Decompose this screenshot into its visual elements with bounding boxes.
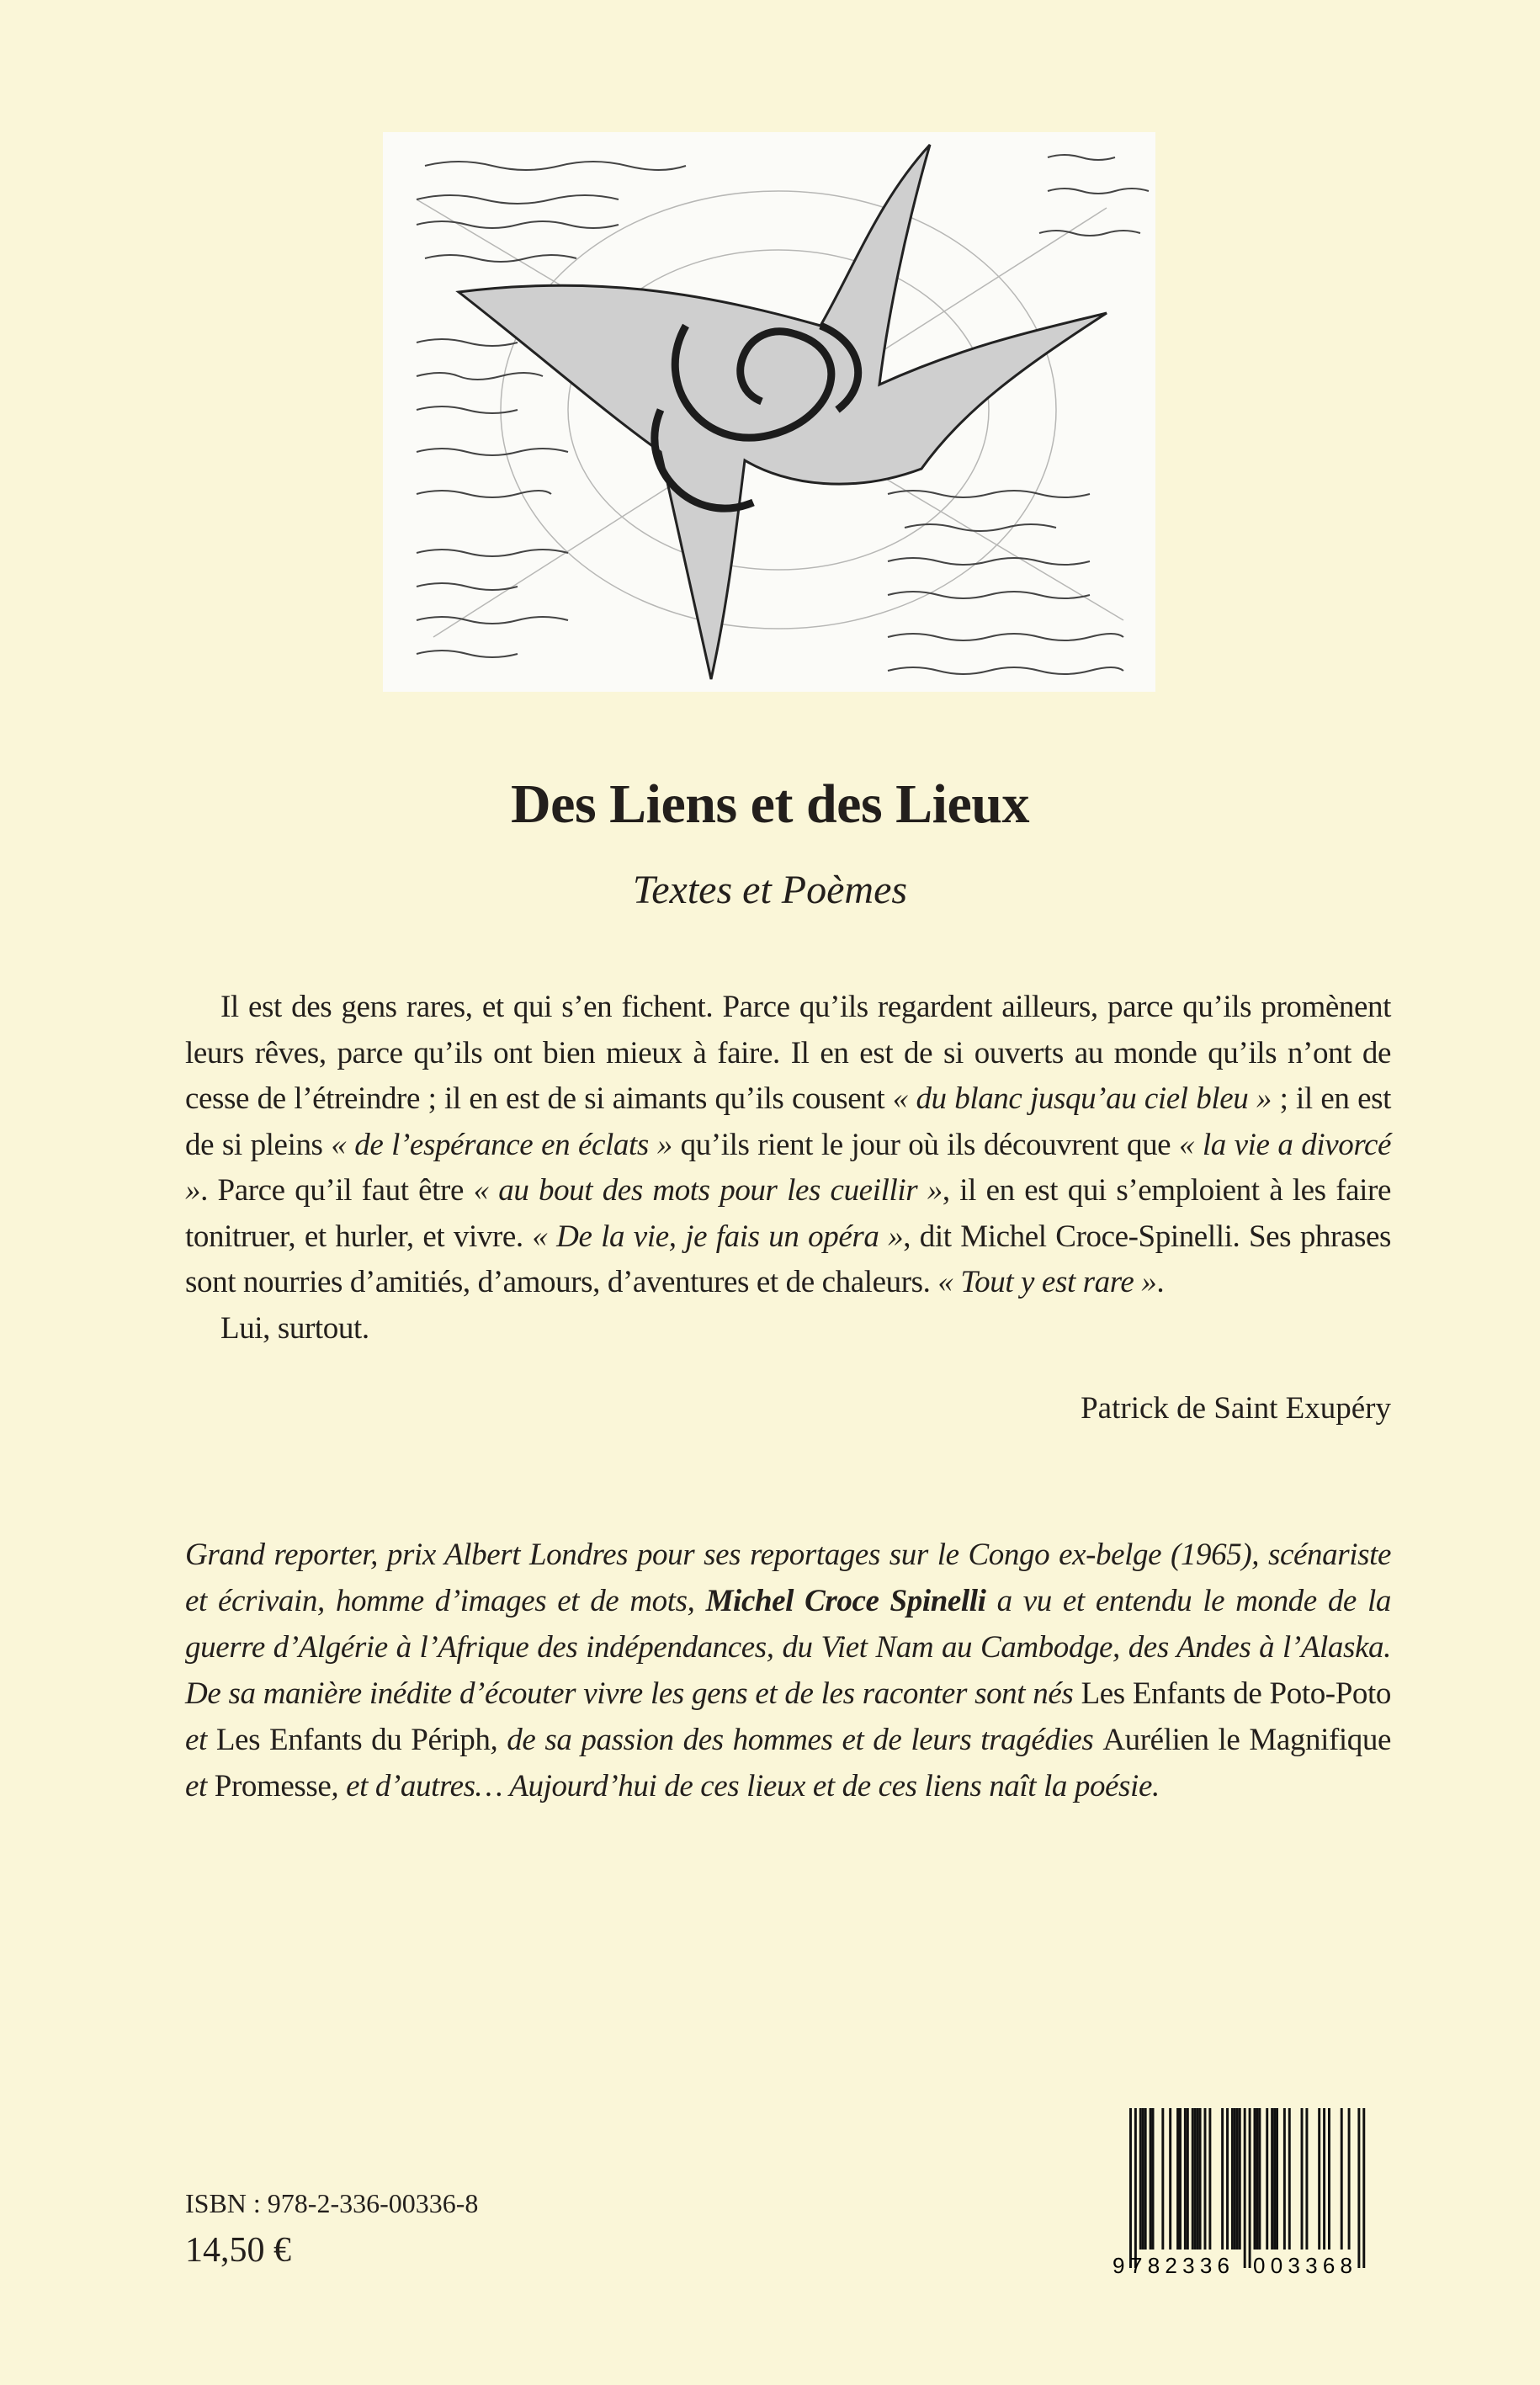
barcode-bar	[1176, 2108, 1179, 2250]
text-run: Aurélien le Magnifique	[1102, 1723, 1391, 1757]
text-run: , et d’autres… Aujourd’hui de ces lieux et de ces liens naît la poésie.	[331, 1769, 1160, 1803]
quote-signature: Patrick de Saint Exupéry	[1081, 1391, 1391, 1426]
text-run: et	[185, 1723, 216, 1757]
text-run: qu’ils rient le jour où ils découvrent que	[672, 1127, 1179, 1162]
barcode-bar	[1239, 2108, 1241, 2250]
text-run: , de sa passion des hommes et de leurs tragédies	[490, 1723, 1103, 1757]
cover-illustration-pencil-sketch	[383, 132, 1155, 692]
barcode-bar	[1194, 2108, 1197, 2250]
barcode-bar	[1273, 2108, 1276, 2250]
barcode-bar	[1226, 2108, 1229, 2250]
book-subtitle: Textes et Poèmes	[632, 868, 908, 912]
barcode-bar	[1256, 2108, 1258, 2250]
text-run: « au bout des mots pour les cueillir »	[473, 1173, 943, 1208]
text-run: Lui, surtout.	[220, 1310, 369, 1346]
barcode-bar	[1266, 2108, 1268, 2250]
barcode-bar	[1341, 2108, 1343, 2250]
text-run: Les Enfants du Périph	[215, 1723, 491, 1757]
text-run: « de l’espérance en éclats »	[331, 1127, 672, 1162]
barcode-bar	[1161, 2108, 1164, 2250]
barcode-bar	[1357, 2108, 1360, 2268]
quote-paragraph	[185, 1306, 1391, 1352]
text-run: . Parce qu’il faut être	[200, 1173, 474, 1208]
text-run: Les Enfants de Poto-Poto	[1081, 1676, 1391, 1711]
text-run: a vu et entendu le monde de la guerre d’Algérie à l’Afrique des indépendances, du Viet Nam au Cambodge, des Andes à l’Alaska. De sa manière inédite d’écouter vivre les gens et de les raconter sont nés	[185, 1584, 1391, 1711]
barcode-bar	[1318, 2108, 1320, 2250]
barcode-bar	[1187, 2108, 1189, 2250]
barcode-bar	[1271, 2108, 1273, 2250]
barcode-lead-digit: 9	[1113, 2253, 1125, 2276]
price: 14,50 €	[185, 2231, 291, 2270]
text-run: et	[185, 1769, 215, 1803]
text-run: , dit Michel Croce-Spinelli. Ses phrases sont nourries d’amitiés, d’amours, d’aventures et de chaleurs.	[185, 1219, 1391, 1299]
barcode-bar	[1142, 2108, 1144, 2250]
author-biography	[185, 1532, 1391, 1809]
barcode-bar	[1199, 2108, 1202, 2250]
text-run: « De la vie, je fais un opéra »	[532, 1219, 904, 1254]
back-cover-quote	[185, 985, 1391, 1352]
barcode-bar	[1134, 2108, 1137, 2268]
barcode-bar	[1288, 2108, 1291, 2250]
text-run: Grand reporter, prix Albert Londres pour ses reportages sur le Congo ex-belge (1965), scénariste et écrivain, homme d’images et de mots,	[185, 1538, 1391, 1618]
barcode-bar	[1169, 2108, 1171, 2250]
text-run: « du blanc jusqu’au ciel bleu »	[892, 1081, 1272, 1116]
barcode-bar	[1283, 2108, 1286, 2250]
barcode-bar	[1301, 2108, 1304, 2250]
barcode-bar	[1244, 2108, 1246, 2268]
barcode-bar	[1276, 2108, 1278, 2250]
barcode-bar	[1305, 2108, 1308, 2250]
barcode-bar	[1152, 2108, 1155, 2250]
barcode-right-digits: 003368	[1253, 2253, 1352, 2276]
barcode-bar	[1144, 2108, 1147, 2250]
barcode-bar	[1328, 2108, 1330, 2250]
barcode-bar	[1192, 2108, 1194, 2250]
text-run: ; il en est de si pleins	[185, 1081, 1391, 1162]
barcode-bar	[1184, 2108, 1187, 2250]
barcode-bar	[1197, 2108, 1199, 2250]
text-run: « la vie a divorcé »	[185, 1127, 1391, 1208]
barcode-bar	[1208, 2108, 1211, 2250]
barcode-bar	[1231, 2108, 1234, 2250]
text-run: .	[1156, 1265, 1165, 1299]
barcode-bar	[1254, 2108, 1256, 2250]
quote-paragraph	[185, 985, 1391, 1306]
barcode-bar	[1236, 2108, 1239, 2250]
barcode-bar	[1348, 2108, 1351, 2250]
barcode-bar	[1221, 2108, 1224, 2250]
text-run: Promesse	[214, 1769, 332, 1803]
barcode-bar	[1179, 2108, 1182, 2250]
barcode-bar	[1323, 2108, 1325, 2250]
ean13-barcode	[1109, 2108, 1392, 2276]
barcode-bar	[1204, 2108, 1207, 2250]
text-run: , il en est qui s’emploient à les faire tonitruer, et hurler, et vivre.	[185, 1173, 1391, 1254]
barcode-left-digits: 782336	[1130, 2253, 1229, 2276]
barcode-bar	[1258, 2108, 1261, 2250]
text-run: Il est des gens rares, et qui s’en fichent. Parce qu’ils regardent ailleurs, parce qu’ils promènent leurs rêves, parce qu’ils ont bien mieux à faire. Il en est de si ouverts au monde qu’ils n’ont de cesse de l’étreindre ; il en est de si aimants qu’ils cousent	[185, 990, 1391, 1116]
barcode-bar	[1129, 2108, 1132, 2268]
barcode-bar	[1150, 2108, 1152, 2250]
barcode-bar	[1139, 2108, 1142, 2250]
barcode-bar	[1249, 2108, 1251, 2268]
isbn: ISBN : 978-2-336-00336-8	[185, 2188, 479, 2218]
book-title: Des Liens et des Lieux	[511, 773, 1029, 835]
text-run: « Tout y est rare »	[937, 1265, 1157, 1299]
author-name: Michel Croce Spinelli	[705, 1584, 986, 1618]
barcode-bar	[1362, 2108, 1365, 2268]
barcode-bar	[1234, 2108, 1236, 2250]
